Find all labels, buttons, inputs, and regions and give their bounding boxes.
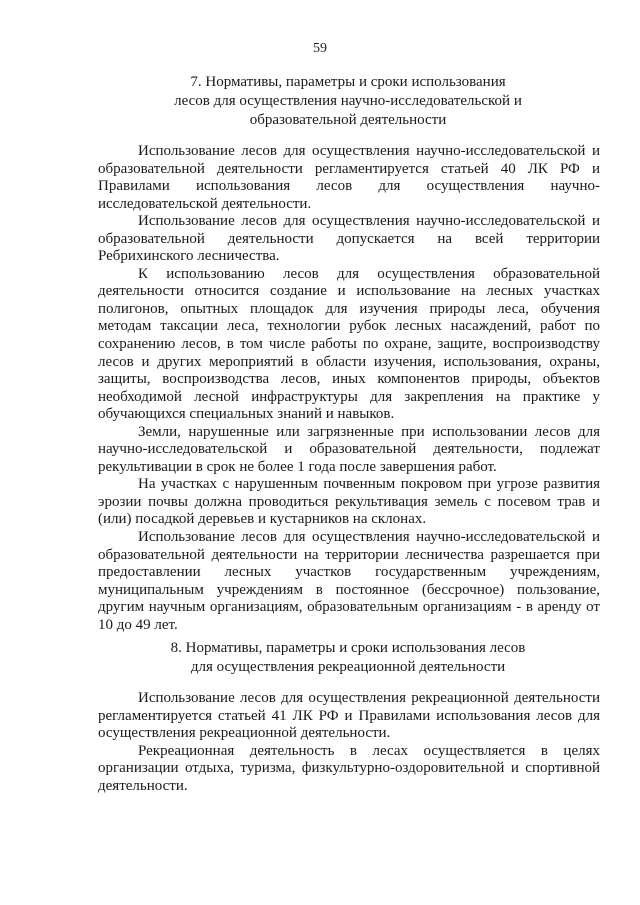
section-8-title-line-2: для осуществления рекреационной деятельности — [190, 659, 506, 675]
section-8-body — [98, 690, 600, 795]
section-7-paragraph-5: На участках с нарушенным почвенным покровом при угрозе развития эрозии почвы должна проводиться рекультивация земель с посевом трав и (или) посадкой деревьев и кустарников на склонах. — [98, 476, 600, 528]
section-8-title-line-1: 8. Нормативы, параметры и сроки использования лесов — [170, 640, 526, 656]
section-7-title — [98, 73, 598, 130]
section-7-paragraph-3: К использованию лесов для осуществления образовательной деятельности относится создание и использование на лесных участках полигонов, опытных площадок для изучения природы леса, обучения методам таксации леса, технологии рубок лесных насаждений, работ по сохранению лесов, в том числе работы по охране, защите, воспроизводству лесов и других мероприятий в области изучения, использования, охраны, защиты, воспроизводства лесов, иных компонентов природы, объектов необходимой лесной инфраструктуры для закрепления на практике у обучающихся специальных знаний и навыков. — [98, 265, 600, 423]
section-7-paragraph-6: Использование лесов для осуществления научно-исследовательской и образовательной деятельности на территории лесничества разрешается при предоставлении лесных участков государственным учреждениям, муниципальным учреждениям в постоянное (бессрочное) пользование, другим научным организациям, образовательным организациям - в аренду от 10 до 49 лет. — [98, 529, 600, 633]
section-7-paragraph-2: Использование лесов для осуществления научно-исследовательской и образовательной деятельности допускается на всей территории Ребрихинского лесничества. — [98, 213, 600, 265]
section-7-title-line-1: 7. Нормативы, параметры и сроки использования — [190, 74, 506, 90]
section-7-body — [98, 143, 600, 634]
section-7-title-line-2: лесов для осуществления научно-исследовательской и — [174, 93, 522, 109]
section-8-title — [98, 639, 598, 677]
section-7-title-line-3: образовательной деятельности — [249, 112, 447, 128]
section-7-paragraph-4: Земли, нарушенные или загрязненные при использовании лесов для научно-исследовательской и образовательной деятельности, подлежат рекультивации в срок не более 1 года после завершения работ. — [98, 423, 600, 475]
section-8-paragraph-1: Использование лесов для осуществления рекреационной деятельности регламентируется статьей 41 ЛК РФ и Правилами использования лесов для осуществления рекреационной деятельности. — [98, 690, 600, 742]
section-8-paragraph-2: Рекреационная деятельность в лесах осуществляется в целях организации отдыха, туризма, физкультурно-оздоровительной и спортивной деятельности. — [98, 742, 600, 794]
section-7-paragraph-1: Использование лесов для осуществления научно-исследовательской и образовательной деятельности регламентируется статьей 40 ЛК РФ и Правилами использования лесов для осуществления научно-исследовательской деятельности. — [98, 143, 600, 212]
page-number: 59 — [313, 41, 327, 56]
